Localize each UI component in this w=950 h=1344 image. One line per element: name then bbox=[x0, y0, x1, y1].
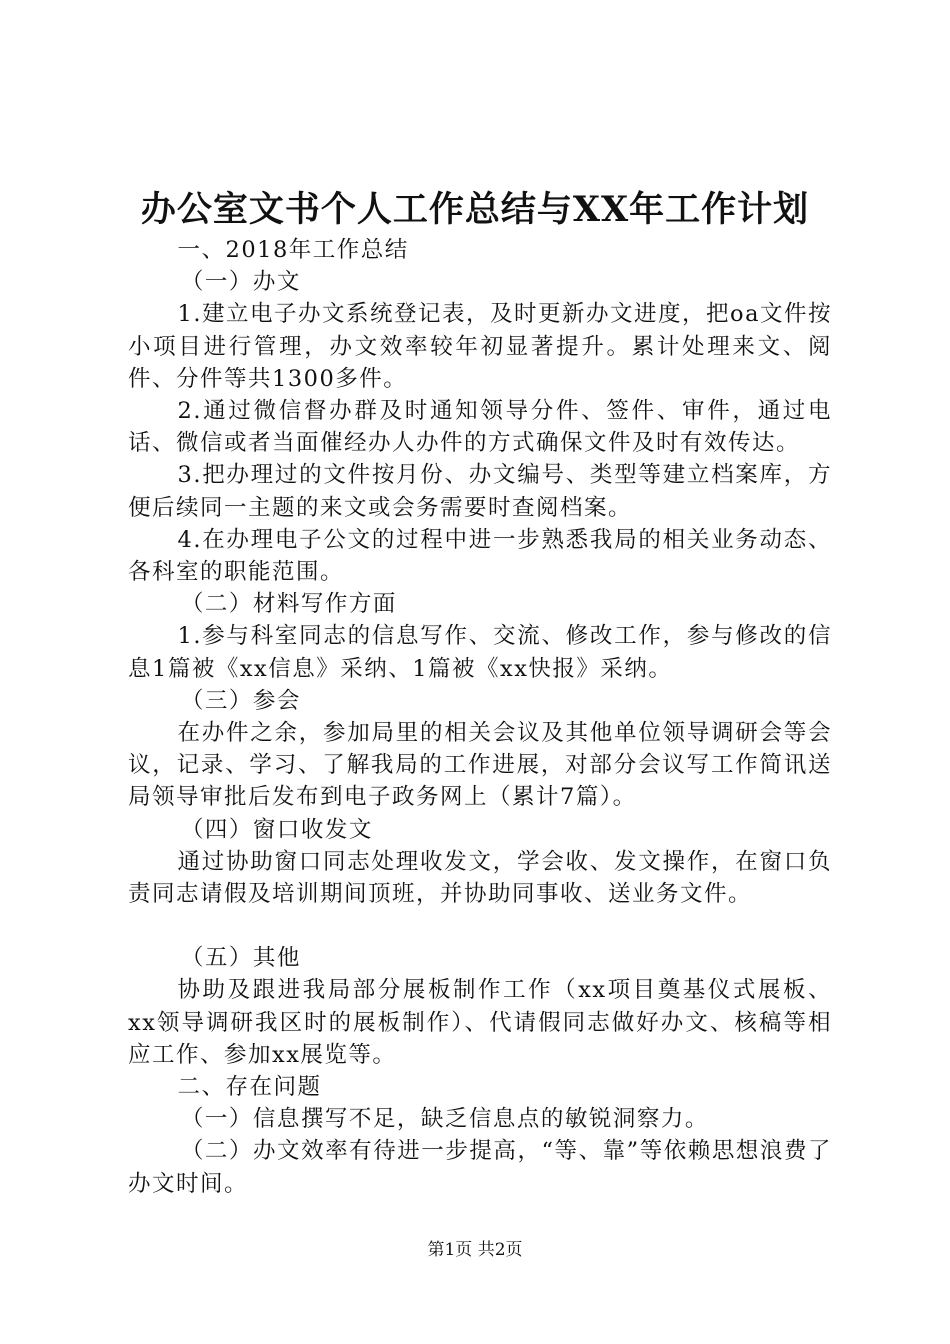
paragraph-item: 协助及跟进我局部分展板制作工作（xx项目奠基仪式展板、xx领导调研我区时的展板制作）、代请假同志做好办文、核稿等相应工作、参加xx展览等。 bbox=[128, 977, 832, 1068]
paragraph-item: 1.参与科室同志的信息写作、交流、修改工作，参与修改的信息1篇被《xx信息》采纳、1篇被《xx快报》采纳。 bbox=[128, 623, 832, 682]
document-title: 办公室文书个人工作总结与XX年工作计划 bbox=[140, 189, 810, 230]
blank-line bbox=[128, 910, 832, 942]
subsection-heading-other: （五）其他 bbox=[180, 945, 301, 972]
subsection-heading-window: （四）窗口收发文 bbox=[180, 816, 373, 843]
document-body bbox=[128, 234, 832, 1200]
section-heading-summary: 一、2018年工作总结 bbox=[177, 237, 409, 263]
paragraph-item: （一）信息撰写不足，缺乏信息点的敏锐洞察力。 bbox=[180, 1106, 709, 1133]
paragraph-item: 1.建立电子办文系统登记表，及时更新办文进度，把oa文件按小项目进行管理，办文效率较年初显著提升。累计处理来文、阅件、分件等共1300多件。 bbox=[128, 301, 832, 392]
paragraph-item: 3.把办理过的文件按月份、办文编号、类型等建立档案库，方便后续同一主题的来文或会务需要时查阅档案。 bbox=[128, 462, 832, 521]
subsection-heading-meetings: （三）参会 bbox=[180, 687, 301, 714]
subsection-heading-handling: （一）办文 bbox=[180, 269, 301, 296]
subsection-heading-writing: （二）材料写作方面 bbox=[180, 591, 397, 618]
paragraph-item: （二）办文效率有待进一步提高，“等、靠”等依赖思想浪费了办文时间。 bbox=[128, 1138, 832, 1197]
paragraph-item: 4.在办理电子公文的过程中进一步熟悉我局的相关业务动态、各科室的职能范围。 bbox=[128, 526, 832, 586]
paragraph-item: 通过协助窗口同志处理收发文，学会收、发文操作，在窗口负责同志请假及培训期间顶班，并协助同事收、送业务文件。 bbox=[128, 848, 832, 908]
paragraph-item: 2.通过微信督办群及时通知领导分件、签件、审件，通过电话、微信或者当面催经办人办件的方式确保文件及时有效传达。 bbox=[128, 398, 832, 457]
page-footer: 第1页 共2页 bbox=[427, 1240, 523, 1260]
paragraph-item: 在办件之余，参加局里的相关会议及其他单位领导调研会等会议，记录、学习、了解我局的工作进展，对部分会议写工作简讯送局领导审批后发布到电子政务网上（累计7篇）。 bbox=[128, 720, 832, 811]
section-heading-problems: 二、存在问题 bbox=[177, 1074, 322, 1101]
